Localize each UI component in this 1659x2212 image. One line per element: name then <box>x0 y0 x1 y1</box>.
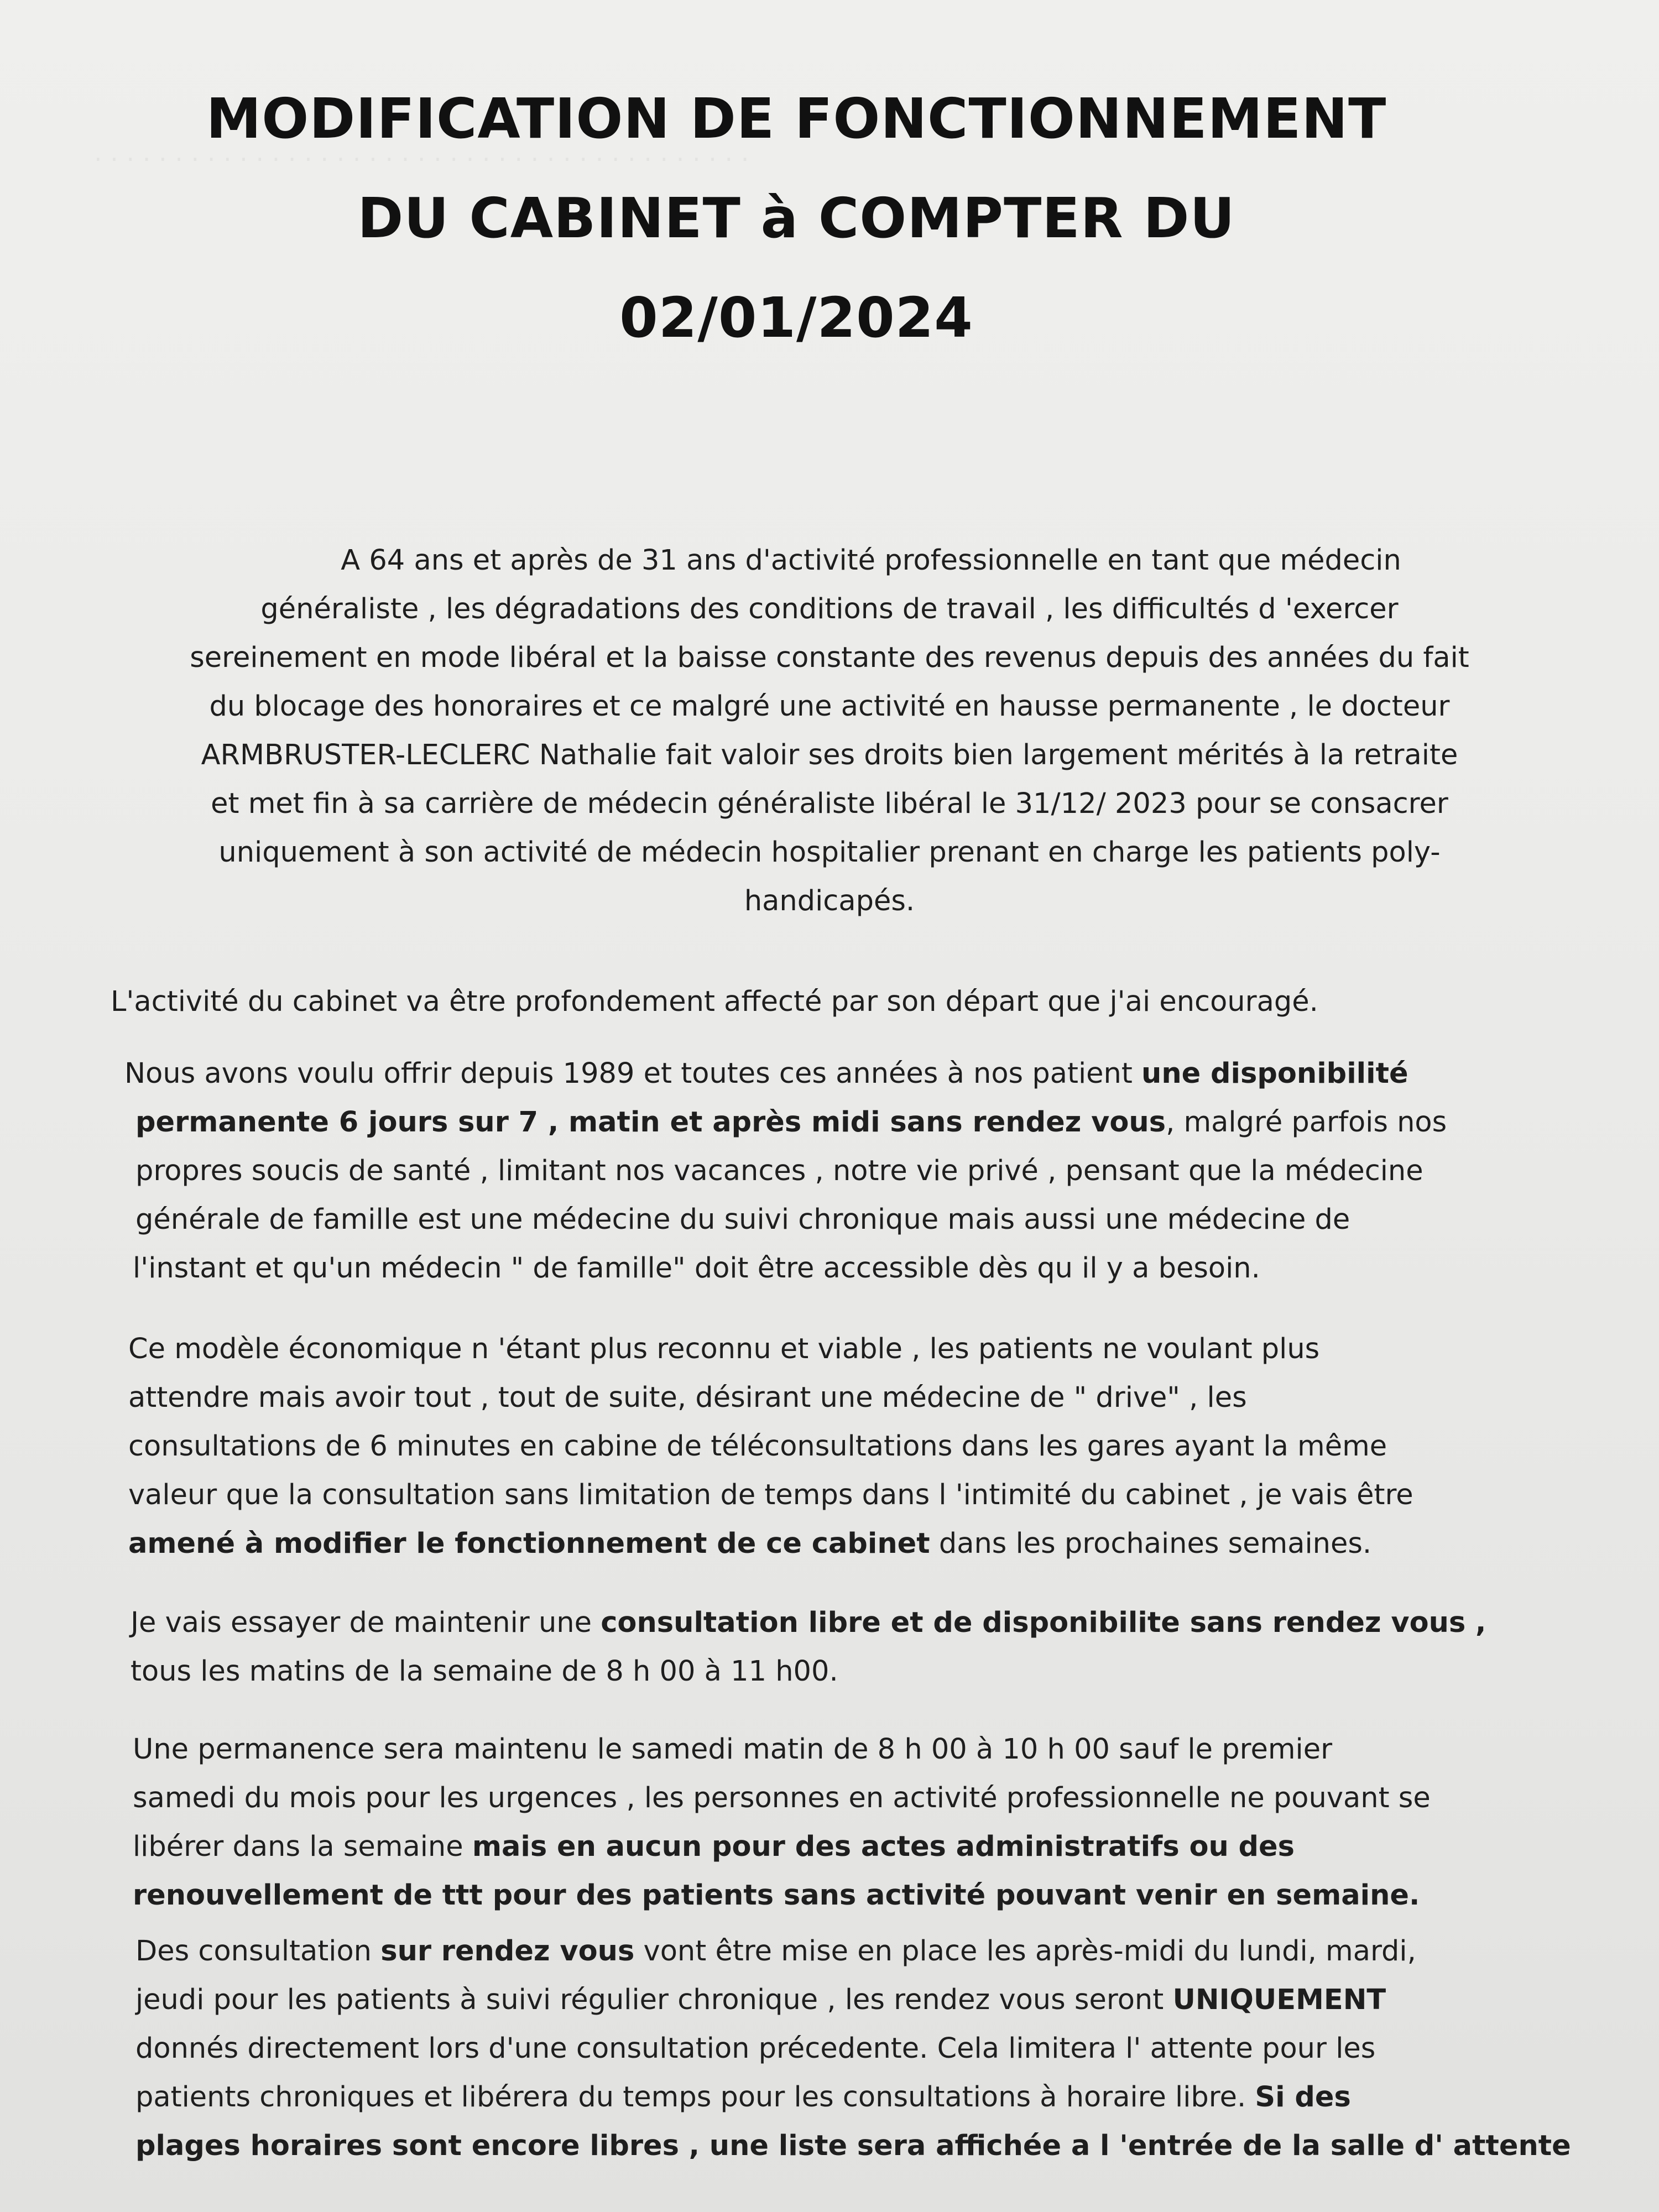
appointments-line <box>135 1927 1518 1976</box>
intro-line: généraliste , les dégradations des conditions de travail , les difficultés d 'exercer <box>260 593 1399 625</box>
appointments-line <box>135 2073 1518 2122</box>
availability-text: , malgré parfois nos <box>1166 1106 1447 1139</box>
free-consultation-line <box>131 1599 1513 1647</box>
availability-bold-text: permanente 6 jours sur 7 , matin et après midi sans rendez vous <box>135 1106 1166 1139</box>
document-title <box>0 69 1593 368</box>
appointments-text: patients chroniques et libérera du temps pour les consultations à horaire libre. <box>135 2081 1255 2114</box>
appointments-bold-text: sur rendez vous <box>380 1935 635 1968</box>
availability-bold-text: une disponibilité <box>1141 1057 1408 1090</box>
title-line-2: DU CABINET à COMPTER DU <box>357 186 1235 251</box>
appointments-text: jeudi pour les patients à suivi régulier chronique , les rendez vous seront <box>135 1984 1173 2016</box>
free-consultation-paragraph <box>131 1599 1513 1696</box>
economic-model-paragraph <box>128 1325 1511 1568</box>
economic-model-line: Ce modèle économique n 'étant plus reconnu et viable , les patients ne voulant plus <box>128 1333 1320 1365</box>
availability-paragraph <box>124 1050 1507 1293</box>
availability-line: générale de famille est une médecine du suivi chronique mais aussi une médecine de <box>135 1203 1350 1236</box>
availability-line: propres soucis de santé , limitant nos vacances , notre vie privé , pensant que la médecine <box>135 1155 1423 1187</box>
economic-model-line: consultations de 6 minutes en cabine de téléconsultations dans les gares ayant la même <box>128 1430 1387 1463</box>
free-consultation-line: tous les matins de la semaine de 8 h 00 à 11 h00. <box>131 1655 838 1688</box>
permanence-line: Une permanence sera maintenu le samedi matin de 8 h 00 à 10 h 00 sauf le premier <box>133 1733 1333 1766</box>
appointments-bold-text: plages horaires sont encore libres , une liste sera affichée a l 'entrée de la salle d' attente <box>135 2130 1571 2162</box>
intro-paragraph <box>77 536 1582 926</box>
appointments-line <box>135 1976 1518 2025</box>
free-consultation-bold-text: consultation libre et de disponibilite sans rendez vous , <box>601 1606 1486 1639</box>
availability-line <box>124 1098 1507 1147</box>
cabinet-activity-paragraph <box>111 978 1493 1026</box>
economic-model-text: dans les prochaines semaines. <box>930 1527 1372 1560</box>
appointments-bold-text: Si des <box>1255 2081 1351 2114</box>
availability-line: l'instant et qu'un médecin " de famille" doit être accessible dès qu il y a besoin. <box>133 1252 1260 1285</box>
appointments-text: Des consultation <box>135 1935 381 1968</box>
appointments-line: donnés directement lors d'une consultation précedente. Cela limitera l' attente pour les <box>135 2032 1376 2065</box>
intro-line: uniquement à son activité de médecin hospitalier prenant en charge les patients poly- <box>218 836 1441 869</box>
appointments-bold-text: UNIQUEMENT <box>1172 1984 1386 2016</box>
economic-model-line: attendre mais avoir tout , tout de suite, désirant une médecine de " drive" , les <box>128 1381 1247 1414</box>
permanence-line <box>133 1871 1515 1920</box>
appointments-paragraph <box>135 1927 1571 2171</box>
permanence-bold-text: mais en aucun pour des actes administratifs ou des <box>472 1830 1295 1863</box>
permanence-line: samedi du mois pour les urgences , les personnes en activité professionnelle ne pouvant se <box>133 1782 1431 1814</box>
economic-model-line <box>128 1520 1511 1568</box>
appointments-text: vont être mise en place les après-midi du lundi, mardi, <box>634 1935 1416 1968</box>
availability-text: Nous avons voulu offrir depuis 1989 et toutes ces années à nos patient <box>124 1057 1142 1090</box>
permanence-bold-text: renouvellement de ttt pour des patients sans activité pouvant venir en semaine. <box>133 1879 1420 1912</box>
intro-line: ARMBRUSTER-LECLERC Nathalie fait valoir ses droits bien largement mérités à la retraite <box>201 739 1458 771</box>
economic-model-line: valeur que la consultation sans limitation de temps dans l 'intimité du cabinet , je vais être <box>128 1479 1413 1511</box>
intro-line: sereinement en mode libéral et la baisse constante des revenus depuis des années du fait <box>190 641 1469 674</box>
permanence-line <box>133 1823 1515 1871</box>
permanence-text: libérer dans la semaine <box>133 1830 472 1863</box>
intro-line: du blocage des honoraires et ce malgré une activité en hausse permanente , le docteur <box>209 690 1450 723</box>
appointments-line <box>135 2122 1571 2171</box>
economic-model-bold-text: amené à modifier le fonctionnement de ce cabinet <box>128 1527 930 1560</box>
cabinet-activity-line: L'activité du cabinet va être profondement affecté par son départ que j'ai encouragé. <box>111 985 1318 1018</box>
intro-line: A 64 ans et après de 31 ans d'activité professionnelle en tant que médecin <box>341 544 1401 577</box>
title-line-3: 02/01/2024 <box>619 285 973 350</box>
availability-line <box>124 1050 1507 1098</box>
intro-line: et met fin à sa carrière de médecin généraliste libéral le 31/12/ 2023 pour se consacrer <box>211 787 1448 820</box>
title-line-1: MODIFICATION DE FONCTIONNEMENT <box>206 86 1387 151</box>
free-consultation-text: Je vais essayer de maintenir une <box>131 1606 601 1639</box>
permanence-paragraph <box>133 1725 1515 1920</box>
intro-line: handicapés. <box>744 885 915 917</box>
